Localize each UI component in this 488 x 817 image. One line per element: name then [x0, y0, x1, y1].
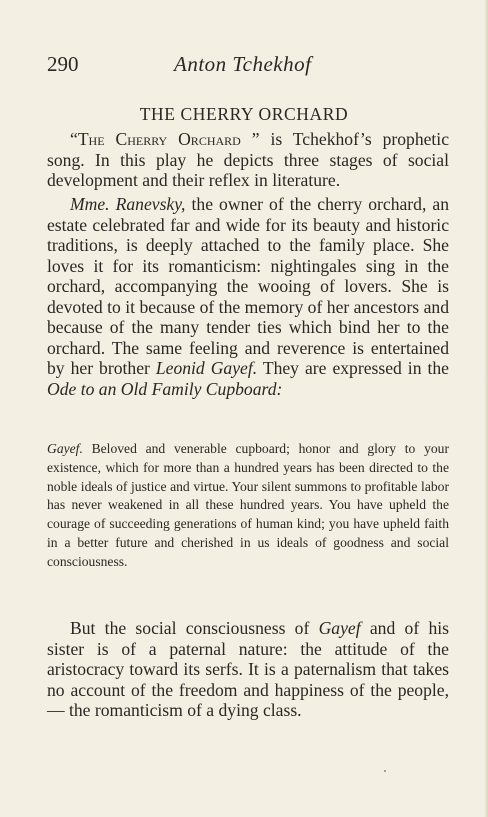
paragraph-intro: [47, 129, 449, 191]
character-name-gayef-2: Gayef: [318, 618, 361, 638]
quote-text: Beloved and venerable cupboard; honor and glory to your existence, which for more than a hundred years has been directed to the noble ideals of justice and virtue. Your silent summons to profitable labor has never weakened in all these hundred years. You have upheld the courage of succeeding generations of human kind; you have upheld faith in a better future and cherished in us ideals of goodness and social consciousness.: [47, 441, 449, 569]
block-quote: [47, 440, 449, 572]
paragraph-ranevsky: [47, 194, 449, 399]
open-quote: “: [70, 129, 78, 149]
paragraph-intro-text: is Tchekhof’s prophetic song. In this play he depicts three stages of social development and their reflex in literature.: [47, 129, 450, 190]
close-quote: ”: [240, 129, 271, 149]
character-name-gayef: Leonid Gayef.: [155, 358, 258, 378]
paragraph-ranevsky-text2: They are expressed in the: [257, 358, 449, 378]
paragraph-paternalism-text2: and of his sister is of a paternal nature: the attitude of the aristocracy toward its serfs. It is a paternalism that takes no account of the freedom and happiness of the people,— the romanticism of a dying class.: [47, 618, 449, 720]
page-header: [47, 52, 447, 78]
paragraph-paternalism: [47, 618, 449, 721]
paragraph-paternalism-text1: But the social consciousness of: [70, 618, 319, 638]
page-number: 290: [47, 52, 79, 76]
running-title: Anton Tchekhof: [174, 52, 312, 76]
ode-title: Ode to an Old Family Cupboard:: [47, 378, 283, 399]
page-edge-shadow: [484, 0, 488, 817]
quote-speaker: Gayef.: [47, 441, 83, 456]
section-heading: THE CHERRY ORCHARD: [139, 104, 349, 124]
character-name-ranevsky: Mme. Ranevsky,: [70, 194, 186, 214]
play-title: The Cherry Orchard: [77, 129, 241, 149]
paragraph-ranevsky-text1: the owner of the cherry orchard, an estate celebrated far and wide for its beauty and historic traditions, is deeply attached to the family place. She loves it for its romanticism: nightingales sing in the orchard, accompanying the wooing of lovers. She is devoted to it because of the memory of her ancestors and because of the many tender ties which bind her to the orchard. The same feeling and reverence is entertained by her brother: [47, 194, 449, 378]
ink-speck: [384, 770, 386, 772]
